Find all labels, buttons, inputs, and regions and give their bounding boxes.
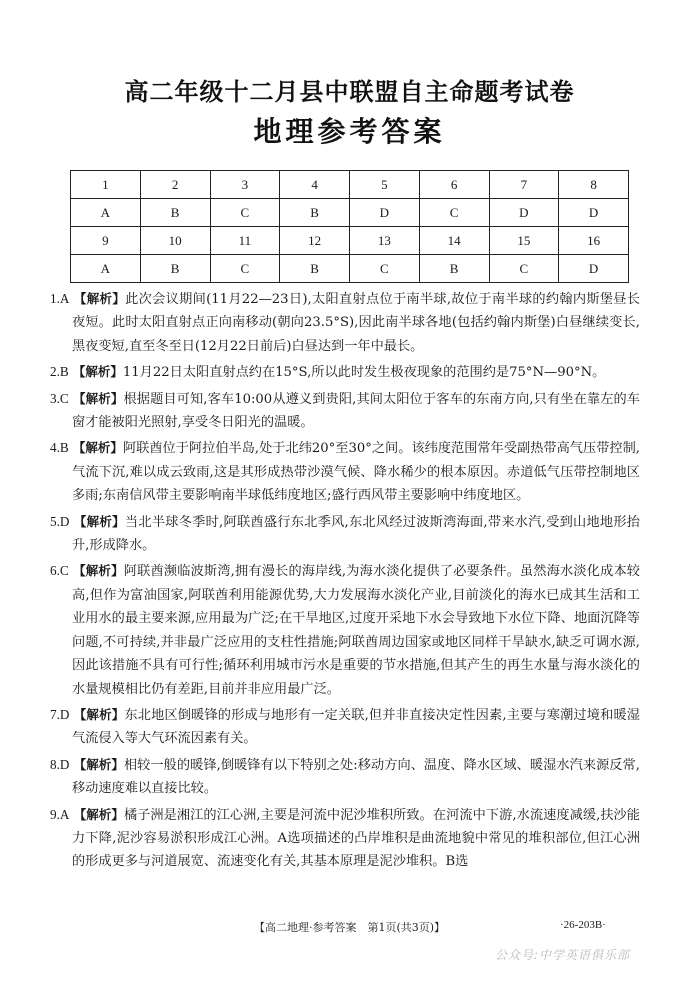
table-cell: B: [140, 255, 210, 283]
table-cell: 4: [280, 171, 350, 199]
list-item: [50, 703, 640, 751]
list-item: [50, 287, 640, 358]
table-cell: B: [140, 199, 210, 227]
table-cell: B: [280, 199, 350, 227]
table-cell: D: [559, 199, 629, 227]
table-cell: B: [280, 255, 350, 283]
table-row: [71, 199, 629, 227]
table-cell: 11: [210, 227, 280, 255]
answer-table: [70, 170, 629, 283]
analysis-tag: 【解析】: [73, 563, 124, 579]
table-cell: 7: [489, 171, 559, 199]
item-text: 根据题目可知,客车10:00从遵义到贵阳,其间太阳位于客车的东南方向,只有坐在靠左的车窗才能被阳光照射,享受冬日阳光的温暖。: [72, 391, 640, 431]
analysis-tag: 【解析】: [73, 390, 124, 406]
analysis-tag: 【解析】: [73, 513, 125, 529]
table-cell: D: [559, 255, 629, 283]
item-number: 5.D: [50, 513, 70, 529]
table-cell: C: [350, 255, 420, 283]
item-number: 1.A: [50, 291, 70, 306]
item-number: 7.D: [50, 706, 70, 722]
page-subtitle: 地理参考答案: [253, 115, 446, 148]
table-cell: A: [71, 199, 141, 227]
explanation-list: [50, 287, 640, 876]
page-footer: 【高二地理·参考答案 第1页(共3页)】: [253, 921, 446, 934]
item-number: 3.C: [50, 390, 69, 406]
item-number: 4.B: [50, 440, 69, 456]
table-cell: 2: [140, 171, 210, 199]
table-row: [71, 171, 629, 199]
item-text: 此次会议期间(11月22—23日),太阳直射点位于南半球,故位于南半球的约翰内斯堡昼长夜短。此时太阳直射点正向南移动(朝向23.5°S),因此南半球各地(包括约翰内斯堡)白昼继续变长,黑夜变短,直至冬至日(12月22日前后)白昼达到一年中最长。: [72, 292, 640, 354]
table-cell: 12: [280, 227, 350, 255]
table-cell: 14: [419, 227, 489, 255]
item-text: 相较一般的暖锋,倒暖锋有以下特别之处:移动方向、温度、降水区域、暖湿水汽来源反常,移动速度难以直接比较。: [72, 757, 640, 797]
table-cell: 13: [350, 227, 420, 255]
item-text: 东北地区倒暖锋的形成与地形有一定关联,但并非直接决定性因素,主要与寒潮过境和暖湿气流侵入等大气环流因素有关。: [72, 707, 640, 747]
table-cell: D: [489, 199, 559, 227]
item-number: 9.A: [50, 806, 70, 822]
list-item: [50, 559, 640, 700]
table-row: [71, 227, 629, 255]
item-text: 阿联酋位于阿拉伯半岛,处于北纬20°至30°之间。该纬度范围常年受副热带高气压带控制,气流下沉,难以成云致雨,这是其形成热带沙漠气候、降水稀少的根本原因。赤道低气压带控制地区多雨;东南信风带主要影响南半球低纬度地区;盛行西风带主要影响中纬度地区。: [72, 441, 640, 504]
table-cell: C: [419, 199, 489, 227]
list-item: [50, 510, 640, 558]
page-title: 高二年级十二月县中联盟自主命题考试卷: [124, 78, 575, 106]
table-cell: 15: [489, 227, 559, 255]
item-number: 8.D: [50, 756, 70, 772]
analysis-tag: 【解析】: [72, 440, 123, 456]
list-item: [50, 803, 640, 874]
item-number: 2.B: [50, 364, 69, 380]
document-code: ·26-203B·: [560, 919, 606, 931]
table-cell: 10: [140, 227, 210, 255]
table-cell: 9: [71, 227, 141, 255]
table-cell: A: [71, 255, 141, 283]
table-cell: 16: [559, 227, 629, 255]
item-text: 橘子洲是湘江的江心洲,主要是河流中泥沙堆积所致。在河流中下游,水流速度减缓,扶沙能力下降,泥沙容易淤积形成江心洲。A选项描述的凸岸堆积是曲流地貌中常见的堆积部位,但江心洲的形成更多与河道展宽、流速变化有关,其基本原理是泥沙堆积。B选: [72, 807, 640, 870]
item-text: 当北半球冬季时,阿联酋盛行东北季风,东北风经过波斯湾海面,带来水汽,受到山地地形抬升,形成降水。: [72, 514, 640, 554]
list-item: [50, 753, 640, 801]
table-cell: B: [419, 255, 489, 283]
table-cell: 3: [210, 171, 280, 199]
table-cell: C: [210, 255, 280, 283]
watermark: 公众号:中学英语俱乐部: [495, 948, 631, 962]
table-cell: C: [210, 199, 280, 227]
table-cell: 5: [350, 171, 420, 199]
item-text: 阿联酋濒临波斯湾,拥有漫长的海岸线,为海水淡化提供了必要条件。虽然海水淡化成本较高,但作为富油国家,阿联酋利用能源优势,大力发展海水淡化产业,目前淡化的海水已成其生活和工业用水的最主要来源,应用最为广泛;在干旱地区,过度开采地下水会导致地下水位下降、地面沉降等问题,不可持续,并非最广泛应用的支柱性措施;阿联酋周边国家或地区同样干旱缺水,缺乏可调水源,因此该措施不具有可行性;循环利用城市污水是重要的节水措施,但其产生的再生水量与海水淡化的水量规模相比仍有差距,目前并非应用最广泛。: [72, 564, 640, 697]
analysis-tag: 【解析】: [73, 291, 126, 306]
table-cell: D: [350, 199, 420, 227]
list-item: [50, 360, 640, 384]
table-cell: 8: [559, 171, 629, 199]
analysis-tag: 【解析】: [73, 706, 125, 722]
analysis-tag: 【解析】: [72, 364, 123, 380]
list-item: [50, 387, 640, 435]
list-item: [50, 436, 640, 507]
table-cell: 6: [419, 171, 489, 199]
analysis-tag: 【解析】: [73, 806, 124, 822]
analysis-tag: 【解析】: [73, 756, 124, 772]
table-cell: C: [489, 255, 559, 283]
table-row: [71, 255, 629, 283]
item-text: 11月22日太阳直射点约在15°S,所以此时发生极夜现象的范围约是75°N—90°N。: [122, 365, 606, 381]
item-number: 6.C: [50, 563, 69, 579]
table-cell: 1: [71, 171, 141, 199]
